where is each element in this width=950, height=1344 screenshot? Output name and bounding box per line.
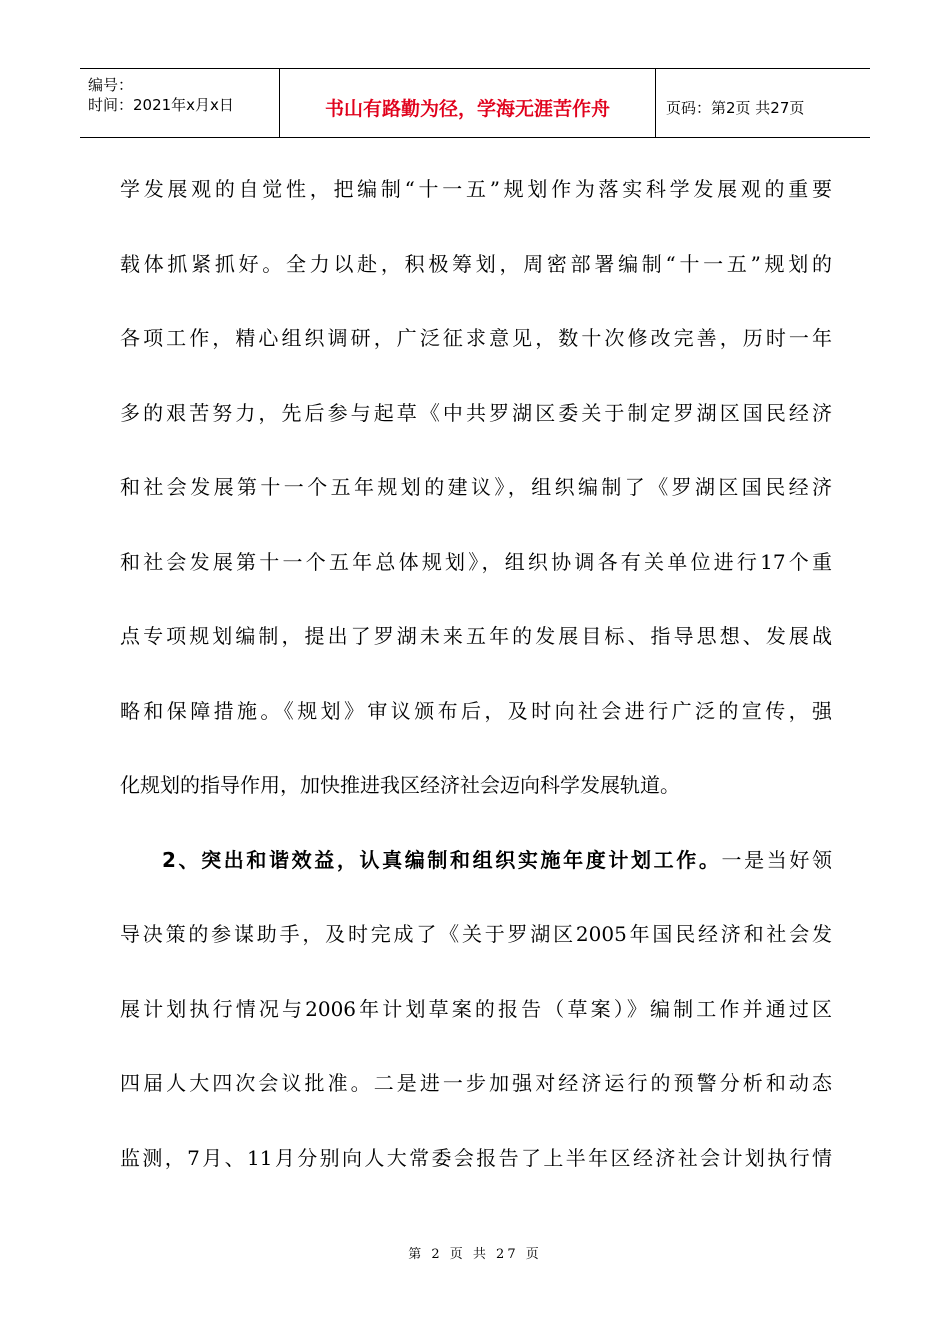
document-body xyxy=(120,152,832,1195)
body-line: 多的艰苦努力，先后参与起草《中共罗湖区委关于制定罗湖区国民经济 xyxy=(120,400,832,425)
body-line: 和社会发展第十一个五年规划的建议》，组织编制了《罗湖区国民经济 xyxy=(120,475,832,499)
body-line: 载体抓紧抓好。全力以赴，积极筹划，周密部署编制“十一五”规划的 xyxy=(120,251,832,276)
body-line: 展计划执行情况与2006年计划草案的报告（草案）》编制工作并通过区 xyxy=(120,996,832,1021)
section-2-heading: 2、突出和谐效益，认真编制和组织实施年度计划工作。 xyxy=(162,847,722,872)
body-line: 学发展观的自觉性，把编制“十一五”规划作为落实科学发展观的重要 xyxy=(120,177,832,201)
body-line: 导决策的参谋助手，及时完成了《关于罗湖区2005年国民经济和社会发 xyxy=(120,922,832,946)
document-date: 时间：2021年x月x日 xyxy=(88,96,234,114)
document-number: 编号： xyxy=(88,76,134,94)
body-line: 点专项规划编制，提出了罗湖未来五年的发展目标、指导思想、发展战 xyxy=(120,624,832,648)
page-header xyxy=(80,68,870,138)
section-2-first-line xyxy=(120,823,832,898)
page-footer: 第 2 页 共 27 页 xyxy=(408,1247,542,1262)
header-motto: 书山有路勤为径，学海无涯苦作舟 xyxy=(280,69,656,137)
body-line: 略和保障措施。《规划》审议颁布后，及时向社会进行广泛的宣传，强 xyxy=(120,698,832,723)
body-line: 化规划的指导作用，加快推进我区经济社会迈向科学发展轨道。 xyxy=(120,773,680,797)
body-line: 监测，7月、11月分别向人大常委会报告了上半年区经济社会计划执行情 xyxy=(120,1145,832,1170)
section-2-first-tail: 一是当好领 xyxy=(721,847,833,872)
body-line: 各项工作，精心组织调研，广泛征求意见，数十次修改完善，历时一年 xyxy=(120,326,832,350)
header-page-code: 页码：第2页 共27页 xyxy=(666,98,805,117)
header-meta xyxy=(80,69,280,137)
body-line: 四届人大四次会议批准。二是进一步加强对经济运行的预警分析和动态 xyxy=(120,1071,832,1095)
body-line: 和社会发展第十一个五年总体规划》，组织协调各有关单位进行17个重 xyxy=(120,549,832,574)
